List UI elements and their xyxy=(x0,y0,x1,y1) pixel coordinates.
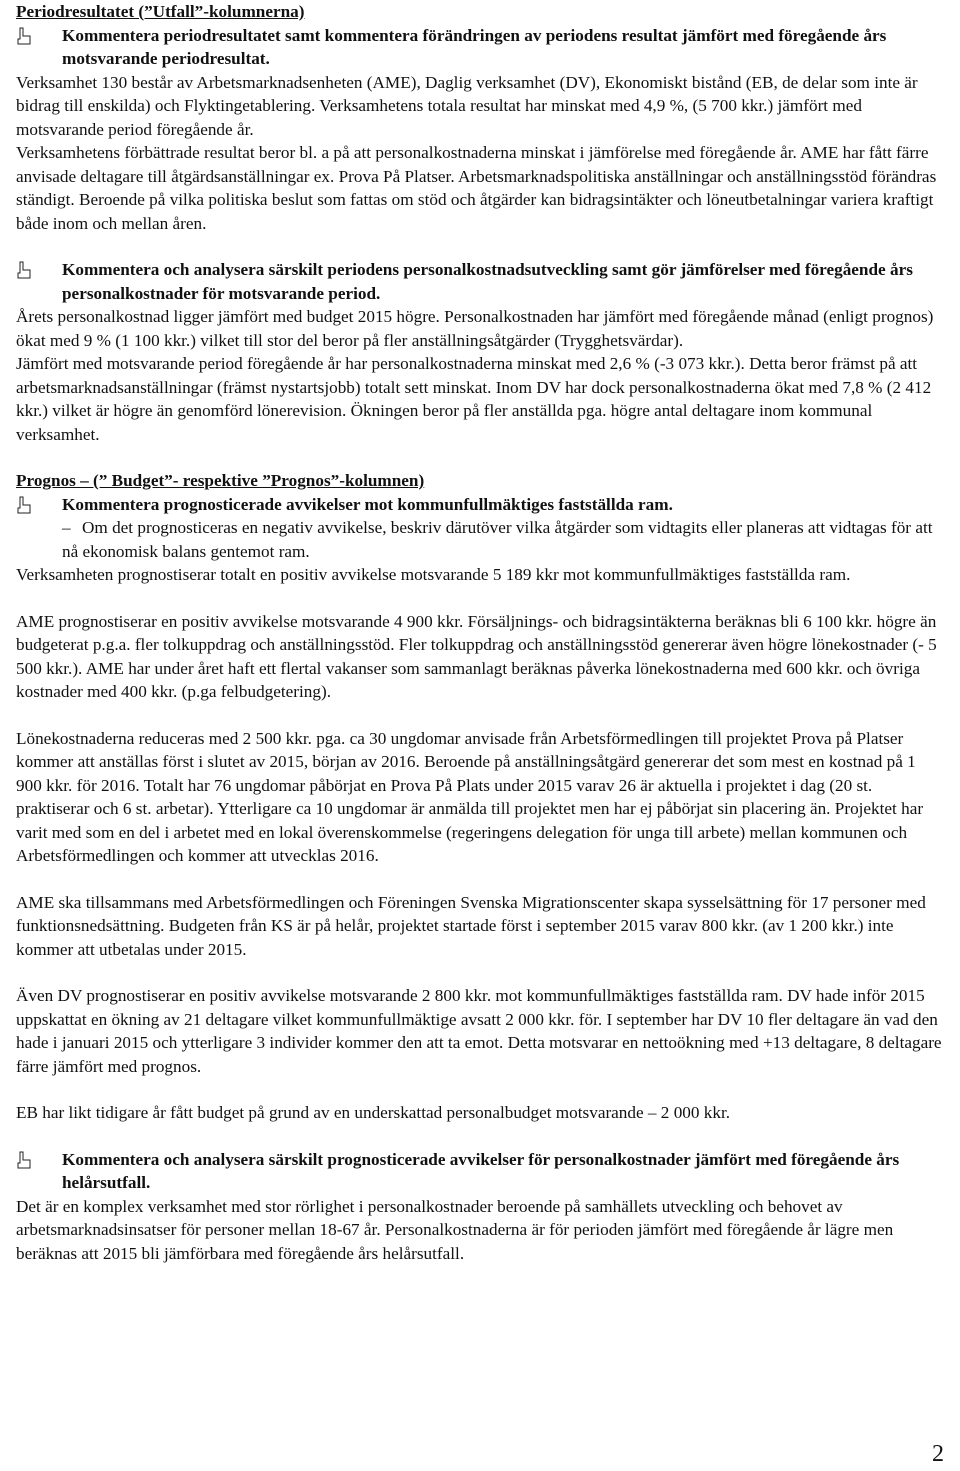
instruction-text: Kommentera prognosticerade avvikelser mot kommunfullmäktiges fastställda ram. xyxy=(62,494,673,514)
pointer-hand-icon xyxy=(17,261,31,279)
instruction-text: Kommentera periodresultatet samt kommentera förändringen av periodens resultat jämfört med föregående års motsvarande periodresultat. xyxy=(62,25,887,68)
paragraph: Verksamhetens förbättrade resultat beror bl. a på att personalkostnaderna minskat i jämförelse med föregående år. AME har fått färre anvisade deltagare till åtgärdsanställningar ex. Prova På Platser. Arbetsmarknadspolitiska anställningar och anställningsstöd förändras ständigt. Beroende på vilka politiska beslut som fattas om stöd och åtgärder kan bidragsintäkter och löneutbetalningar variera kraftigt både inom och mellan åren. xyxy=(16,143,937,233)
instruction-subitem xyxy=(16,516,944,563)
page-number: 2 xyxy=(932,1441,944,1467)
pointer-hand-icon xyxy=(17,27,31,45)
instruction-text: Kommentera och analysera särskilt periodens personalkostnadsutveckling samt gör jämförelser med föregående års personalkostnader för motsvarande period. xyxy=(62,260,913,303)
instruction-subitem-text: Om det prognosticeras en negativ avvikelse, beskriv därutöver vilka åtgärder som vidtagits eller planeras att vidtagas för att nå ekonomisk balans gentemot ram. xyxy=(62,518,933,561)
paragraph: Jämfört med motsvarande period föregående år har personalkostnaderna minskat med 2,6 % (-3 073 kkr.). Detta beror främst på att arbetsmarknadsanställningar (främst nystartsjobb) totalt sett minskat. Inom DV har dock personalkostnaderna ökat med 7,8 % (2 412 kkr.) vilket är högre än genomförd lönerevision. Ökningen beror på fler anställda pga. högre antal deltagare inom kommunal verksamhet. xyxy=(16,354,932,444)
paragraph: AME prognostiserar en positiv avvikelse motsvarande 4 900 kkr. Försäljnings- och bidragsintäkterna beräknas bli 6 100 kkr. högre än budgeterat p.g.a. fler tolkuppdrag och anställningsstöd. Fler tolkuppdrag och anställningsstöd genererar även högre lönekostnader (- 5 500 kkr.). AME har under året haft ett flertal vakanser som sammanlagt beräknas påverka lönekostnaderna med 600 kkr. och övriga kostnader med 400 kkr. (p.ga felbudgetering). xyxy=(16,611,937,701)
paragraph: EB har likt tidigare år fått budget på grund av en underskattad personalbudget motsvarande – 2 000 kkr. xyxy=(16,1103,731,1122)
paragraph: AME ska tillsammans med Arbetsförmedlingen och Föreningen Svenska Migrationscenter skapa sysselsättning för 17 personer med funktionsnedsättning. Budgeten från KS är på helår, projektet startade först i september 2015 varav 800 kkr. (av 1 200 kkr.) inte kommer att utbetalas under 2015. xyxy=(16,892,926,959)
paragraph: Det är en komplex verksamhet med stor rörlighet i personalkostnader beroende på samhällets utveckling och behovet av arbetsmarknadsinsatser för personer mellan 18-67 år. Personalkostnaderna är för perioden jämfört med föregående år lägre men beräknas att 2015 bli jämförbara med föregående års helårsutfall. xyxy=(16,1196,894,1263)
instruction-bullet-forecast-personnel xyxy=(16,1148,944,1195)
pointer-hand-icon xyxy=(17,1151,31,1169)
instruction-bullet-outcome-comment xyxy=(16,24,944,71)
instruction-bullet-personnel-costs xyxy=(16,258,944,305)
paragraph: Även DV prognostiserar en positiv avvikelse motsvarande 2 800 kkr. mot kommunfullmäktiges fastställda ram. DV hade inför 2015 uppskattat en ökning av 21 deltagare vilket kommunfullmäktige avsatt 2 000 kkr. för. I september har DV 10 fler deltagare än vad den hade i januari 2015 och ytterligare 3 individer kommer den att ta emot. Detta motsvarar en nettoökning med +13 deltagare, 8 deltagare färre jämfört med prognos. xyxy=(16,986,942,1076)
dash-bullet: – xyxy=(62,518,71,537)
paragraph: Verksamhet 130 består av Arbetsmarknadsenheten (AME), Daglig verksamhet (DV), Ekonomiskt bistånd (EB, de delar som inte är bidrag till enskilda) och Flyktingetablering. Verksamhetens totala resultat har minskat med 4,9 %, (5 700 kkr.) jämfört med motsvarande period föregående år. xyxy=(16,72,918,139)
section-heading-forecast: Prognos – (” Budget”- respektive ”Prognos”-kolumnen) xyxy=(16,471,425,490)
document-page xyxy=(16,0,944,1265)
paragraph: Årets personalkostnad ligger jämfört med budget 2015 högre. Personalkostnaden har jämfört med föregående månad (enligt prognos) ökat med 9 % (1 100 kkr.) vilket till stor del beror på fler anställningsåtgärder (Trygghetsvärdar). xyxy=(16,307,934,350)
section-heading-outcome: Periodresultatet (”Utfall”-kolumnerna) xyxy=(16,2,305,21)
paragraph: Verksamheten prognostiserar totalt en positiv avvikelse motsvarande 5 189 kkr mot kommunfullmäktiges fastställda ram. xyxy=(16,565,851,584)
instruction-bullet-forecast-deviation xyxy=(16,493,944,517)
pointer-hand-icon xyxy=(17,496,31,514)
paragraph: Lönekostnaderna reduceras med 2 500 kkr. pga. ca 30 ungdomar anvisade från Arbetsförmedlingen till projektet Prova på Platser kommer att anställas först i slutet av 2015, början av 2016. Beroende på anställningsåtgärd genererar det som mest en kostnad på 1 900 kkr. för 2016. Totalt har 76 ungdomar påbörjat en Prova På Plats under 2015 varav 26 är aktuella i projektet i dag (20 st. praktiserar och 6 st. arbetar). Ytterligare ca 10 ungdomar är anmälda till projektet men har ej påbörjat sin placering än. Projektet har varit med som en del i arbetet med en lokal överenskommelse (regeringens delegation för unga till arbete) mellan kommunen och Arbetsförmedlingen och kommer att utvecklas 2016. xyxy=(16,728,924,865)
instruction-text: Kommentera och analysera särskilt prognosticerade avvikelser för personalkostnader jämfört med föregående års helårsutfall. xyxy=(62,1149,900,1192)
